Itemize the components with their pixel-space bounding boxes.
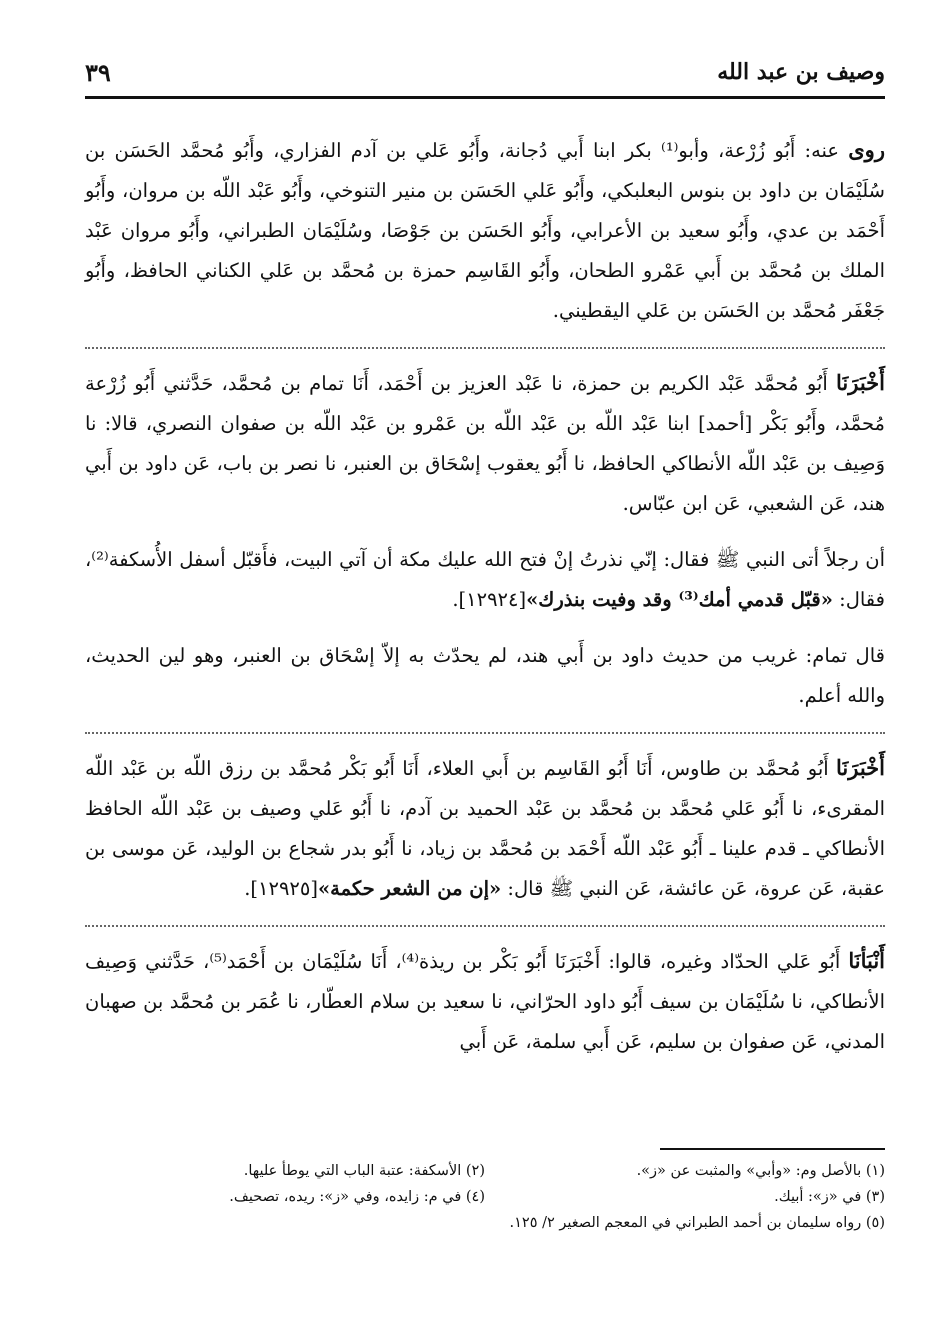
paragraph-matn-1 <box>85 540 885 620</box>
hadith-quote: «قبّل قدمي أمك⁽³⁾ وقد وفيت بنذرك» <box>526 588 833 611</box>
footnote-2: (٢) الأسكفة: عتبة الباب التي يوطأ عليها. <box>243 1163 485 1179</box>
paragraph-text: أَبُو عَلي الحدّاد وغيره، قالوا: أَخْبَرَنَا أَبُو بَكْر بن ريذة⁽⁴⁾، أَنَا سُلَيْمَان بن أَحْمَد⁽⁵⁾، حَدَّثني وَصِيف الأنطاكي، نا سُلَيْمَان بن سيف أَبُو داود الحرّاني، نا سعيد بن سلام العطّار، نا عُمَر بن مُحمَّد بن صهبان المدني، عَن صفوان بن سليم، عَن أَبي سلمة، عَن أَبي <box>85 950 885 1053</box>
footnotes <box>85 1158 885 1236</box>
hadith-number: [١٢٩٢٤]. <box>452 588 527 611</box>
paragraph-lead: أَنْبَأنَا <box>848 948 886 973</box>
paragraph-isnad-3 <box>85 925 885 1062</box>
paragraph-text: قال تمام: غريب من حديث داود بن أَبي هند، لم يحدّث به إلاّ إسْحَاق بن العنبر، وهو لين الحديث، والله أعلم. <box>85 644 885 707</box>
paragraph-comment <box>85 636 885 716</box>
footnote-row <box>85 1158 885 1184</box>
running-title: وصيف بن عبد الله <box>717 59 885 85</box>
paragraph-text: أن رجلاً أتى النبي ﷺ فقال: إنّي نذرتُ إنْ فتح الله عليك مكة أن آتي البيت، فأَقبّل أسفل الأُسكفة⁽²⁾، فقال: <box>85 548 885 611</box>
paragraph-text: عنه: أَبُو زُرْعة، وأبو⁽¹⁾ بكر ابنا أَبي دُجانة، وأَبُو عَلي بن آدم الفزاري، وأَبُو مُحمَّد الحَسَن بن سُلَيْمَان بن داود بن بنوس البعلبكي، وأَبُو عَلي الحَسَن بن منير التنوخي، وأَبُو عَبْد اللّه بن مروان، وأَبُو أَحْمَد بن عدي، وأَبُو سعيد بن الأعرابي، وأَبُو الحَسَن بن جَوْصَا، وسُلَيْمَان الطبراني، وأَبُو مروان عَبْد الملك بن مُحمَّد بن أَبي عَمْرو الطحان، وأَبُو القَاسِم حمزة بن مُحمَّد بن عَلي الكناني الحافظ، وأَبُو جَعْفَر مُحمَّد بن الحَسَن بن عَلي اليقطيني. <box>85 139 885 322</box>
paragraph-text: أَبُو مُحمَّد عَبْد الكريم بن حمزة، نا عَبْد العزيز بن أَحْمَد، أَنَا تمام بن مُحمَّد، حَدَّثني أَبُو زُرْعة مُحمَّد، وأَبُو بَكْر [أحمد] ابنا عَبْد اللّه بن عَبْد اللّه بن عَمْرو بن عَبْد اللّه بن صفوان النصري، قالا: نا وَصِيف بن عَبْد اللّه الأنطاكي الحافظ، نا أَبُو يعقوب إسْحَاق بن العنبر، نا نصر بن باب، عَن داود بن أَبي هند، عَن الشعبي، عَن ابن عبّاس. <box>85 372 885 515</box>
paragraph-isnad-1 <box>85 347 885 524</box>
footnote-rule <box>660 1148 885 1150</box>
header-rule <box>85 96 885 99</box>
page-number: ٣٩ <box>85 57 111 87</box>
paragraph-text: أَبُو مُحمَّد بن طاوس، أَنَا أَبُو القَاسِم بن أَبي العلاء، أَنَا أَبُو بَكْر مُحمَّد بن رزق اللّه بن عَبْد اللّه المقرىء، نا أَبُو عَلي مُحمَّد بن مُحمَّد بن عَبْد الحميد بن آدم، نا أَبُو عَلي وصيف بن عَبْد اللّه الحافظ الأنطاكي ـ قدم علينا ـ أَبُو عَبْد اللّه أَحْمَد بن مُحمَّد بن زياد، نا أَبُو بدر شجاع بن الوليد، عَن موسى بن عقبة، عَن عروة، عَن عائشة، عَن النبي ﷺ قال: <box>85 757 885 900</box>
paragraph-lead: أَخْبَرَنَا <box>836 755 885 780</box>
paragraph-isnad-2 <box>85 732 885 909</box>
hadith-quote: «إن من الشعر حكمة» <box>317 877 502 900</box>
footnote-5: (٥) رواه سليمان بن أحمد الطبراني في المعجم الصغير ٢/ ١٢٥. <box>509 1215 885 1231</box>
footnote-1: (١) بالأصل وم: «وأبي» والمثبت عن «ز». <box>636 1163 885 1179</box>
paragraph-narrators <box>85 130 885 331</box>
footnote-row <box>85 1184 885 1210</box>
paragraph-lead: أَخْبَرَنَا <box>836 370 885 395</box>
paragraph-lead: روى <box>848 137 885 162</box>
page-header <box>85 52 885 92</box>
footnote-3: (٣) في «ز»: أبيك. <box>774 1189 885 1205</box>
main-text <box>85 130 885 1078</box>
hadith-number: [١٢٩٢٥]. <box>244 877 318 900</box>
footnote-4: (٤) في م: زايده، وفي «ز»: ريده، تصحيف. <box>229 1189 485 1205</box>
